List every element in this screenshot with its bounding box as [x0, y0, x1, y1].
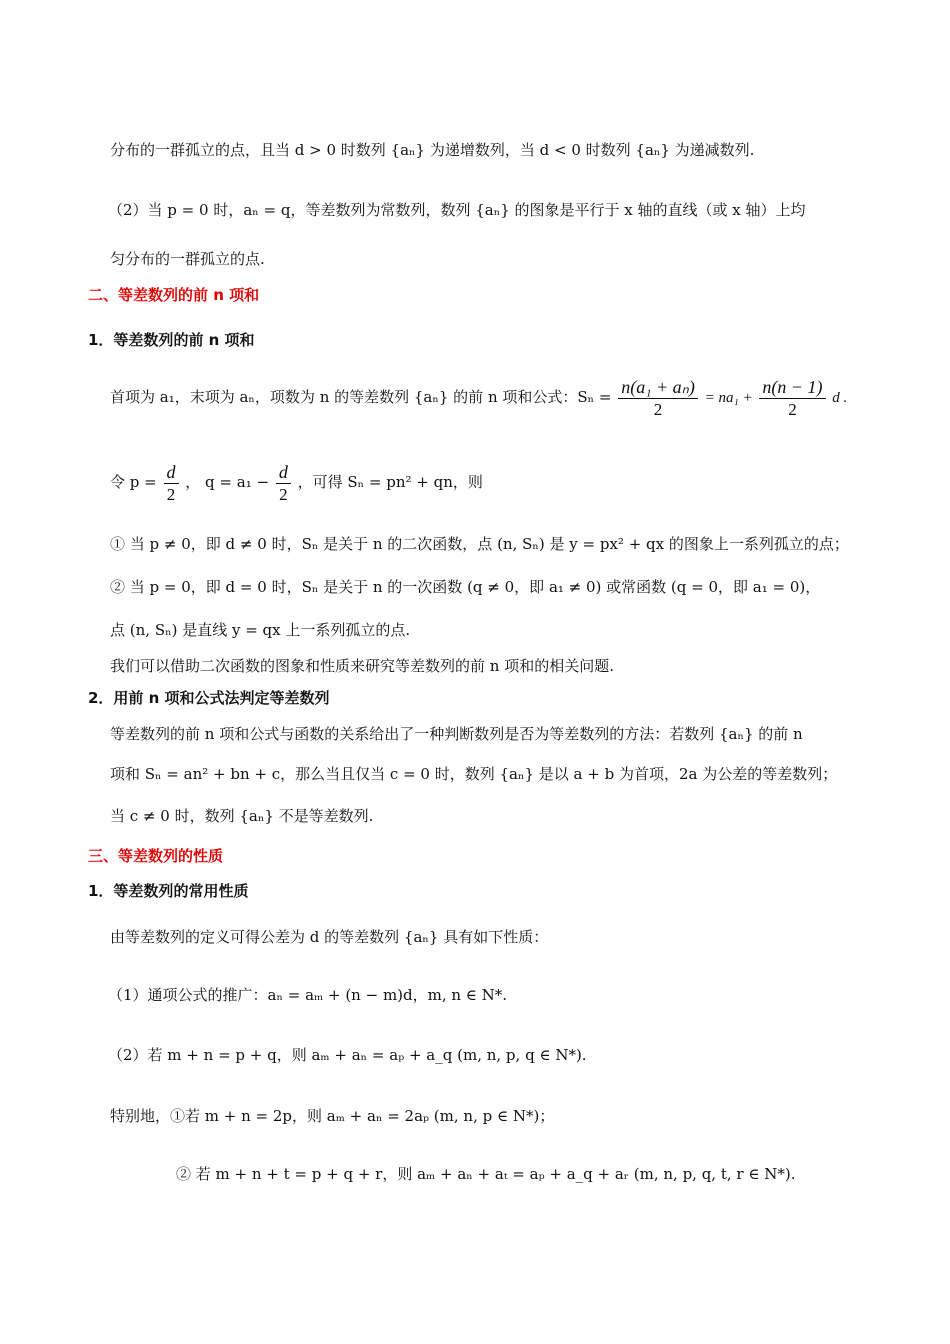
case-summary-line: 我们可以借助二次函数的图象和性质来研究等差数列的前 n 项和的相关问题. [110, 657, 614, 675]
property-special-case-1: 特别地，①若 m + n = 2p，则 aₘ + aₙ = 2aₚ (m, n, p ∈ N*)； [110, 1107, 555, 1125]
let-fraction-q-denominator: 2 [279, 484, 288, 504]
let-part-3: ，可得 Sₙ = pn² + qn，则 [297, 473, 483, 491]
judge-line-2: 项和 Sₙ = an² + bn + c，那么当且仅当 c = 0 时，数列 {aₙ} 是以 a + b 为首项，2a 为公差的等差数列； [110, 765, 838, 783]
let-fraction-q [276, 461, 291, 506]
case-2-continuation: 点 (n, Sₙ) 是直线 y = qx 上一系列孤立的点. [110, 621, 411, 639]
property-1-general-term: （1）通项公式的推广：aₙ = aₘ + (n − m)d，m, n ∈ N*. [108, 986, 508, 1004]
sum-formula-fraction-2 [759, 376, 825, 421]
fraction-1-denominator: 2 [653, 399, 663, 419]
subsection-title-sum-formula: 1．等差数列的前 n 项和 [88, 331, 255, 349]
property-special-case-2: ② 若 m + n + t = p + q + r，则 aₘ + aₙ + aₜ = aₚ + a_q + aᵣ (m, n, p, q, t, r ∈ N*). [176, 1165, 796, 1183]
let-fraction-p [164, 461, 179, 506]
let-part-2: ， q = a₁ − [185, 473, 270, 491]
let-fraction-p-numerator: d [164, 461, 179, 484]
text-line-isolated-points: 匀分布的一群孤立的点. [110, 250, 265, 268]
let-p-q-line [110, 455, 880, 509]
property-2-index-sum: （2）若 m + n = p + q，则 aₘ + aₙ = aₚ + a_q (m, n, p, q ∈ N*). [108, 1046, 587, 1064]
subsection-title-common-properties: 1．等差数列的常用性质 [88, 882, 249, 900]
let-fraction-p-denominator: 2 [166, 484, 176, 504]
let-fraction-q-numerator: d [276, 461, 291, 484]
case-2-line: ② 当 p = 0，即 d = 0 时，Sₙ 是关于 n 的一次函数 (q ≠ 0，即 a₁ ≠ 0) 或常函数 (q = 0，即 a₁ = 0)， [110, 578, 821, 596]
fraction-2-numerator: n(n − 1) [759, 376, 825, 399]
sum-formula-tail: d . [832, 390, 848, 406]
let-part-1: 令 p = [110, 473, 157, 491]
fraction-1-numerator: n(a₁ + aₙ) [618, 376, 698, 399]
judge-line-1: 等差数列的前 n 项和公式与函数的关系给出了一种判断数列是否为等差数列的方法：若数列 {aₙ} 的前 n [110, 725, 803, 743]
sum-formula-mid: = na₁ + [704, 390, 753, 406]
section-title-properties: 三、等差数列的性质 [88, 847, 224, 865]
case-1-line: ① 当 p ≠ 0，即 d ≠ 0 时，Sₙ 是关于 n 的二次函数，点 (n, Sₙ) 是 y = px² + qx 的图象上一系列孤立的点； [110, 535, 849, 553]
sum-formula-intro: 首项为 a₁，末项为 aₙ，项数为 n 的等差数列 {aₙ} 的前 n 项和公式：Sₙ = [110, 388, 612, 406]
text-line-increasing-decreasing: 分布的一群孤立的点，且当 d > 0 时数列 {aₙ} 为递增数列，当 d < 0 时数列 {aₙ} 为递减数列. [110, 141, 755, 159]
judge-line-3: 当 c ≠ 0 时，数列 {aₙ} 不是等差数列. [110, 807, 374, 825]
sum-formula-line [110, 370, 880, 424]
section-title-sum: 二、等差数列的前 n 项和 [88, 286, 260, 304]
sum-formula-fraction-1 [618, 376, 698, 421]
text-line-constant-sequence: （2）当 p = 0 时，aₙ = q，等差数列为常数列，数列 {aₙ} 的图象是平行于 x 轴的直线（或 x 轴）上均 [108, 201, 806, 219]
subsection-title-judge: 2．用前 n 项和公式法判定等差数列 [88, 689, 330, 707]
properties-intro: 由等差数列的定义可得公差为 d 的等差数列 {aₙ} 具有如下性质： [110, 928, 549, 946]
fraction-2-denominator: 2 [788, 399, 797, 419]
